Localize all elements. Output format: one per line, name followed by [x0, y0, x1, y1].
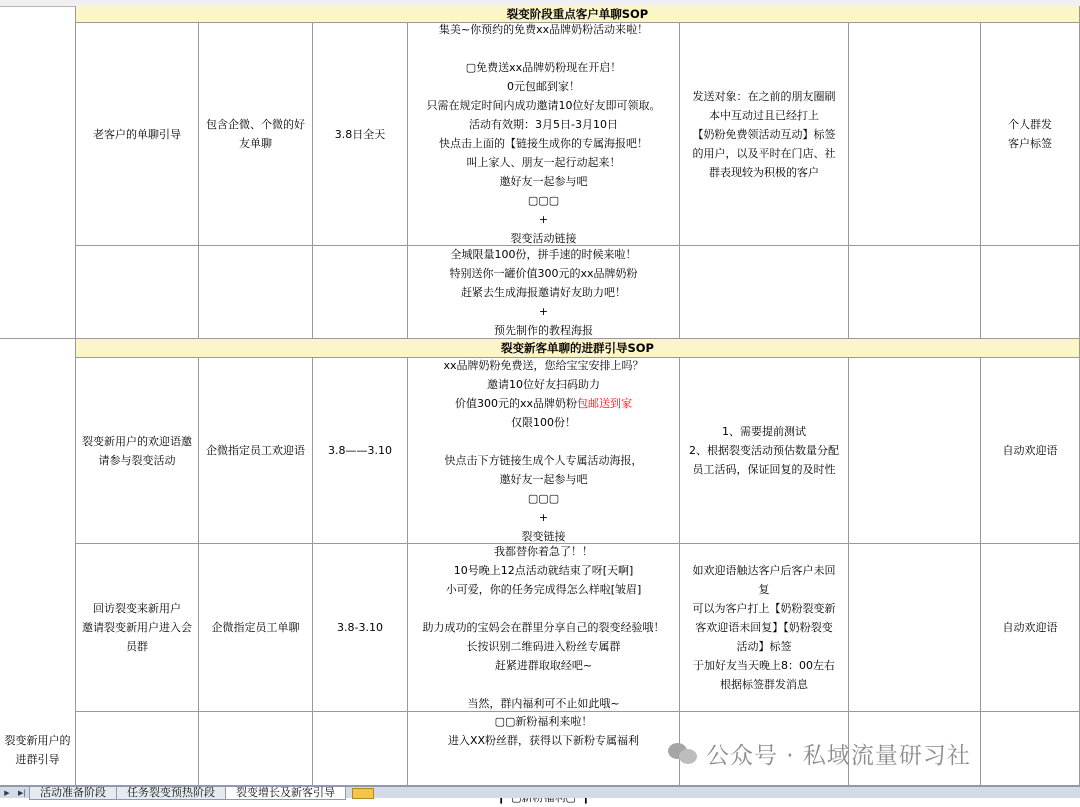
text-line: 邀请裂变新用户进入会: [82, 621, 192, 634]
group-label-line: 进群引导: [15, 753, 60, 766]
text-line: 【奶粉免费领活动互动】标签: [692, 127, 836, 141]
r1-scenario[interactable]: [76, 23, 199, 246]
text-line: 赶紧去生成海报邀请好友助力吧！: [461, 285, 626, 299]
text-line: 特别送你一罐价值300元的xx品牌奶粉: [449, 266, 638, 280]
text-line: xx品牌奶粉免费送，您给宝宝安排上吗？: [443, 358, 644, 372]
text-line: 小可爱，你的任务完成得怎么样啦[皱眉]: [445, 583, 642, 596]
text-line: 3.8——3.10: [328, 444, 392, 457]
text-line: 包含企微、个微的好: [206, 118, 305, 131]
r4-content[interactable]: [408, 544, 680, 712]
text-line: [412, 432, 675, 451]
r2-blank[interactable]: [849, 246, 981, 339]
text-line: 预先制作的教程海报: [494, 323, 593, 337]
wechat-logo-icon: [668, 741, 698, 765]
text-line: 助力成功的宝妈会在群里分享自己的裂变经验哦！: [422, 621, 665, 634]
text-line: 企微指定员工单聊: [211, 621, 300, 634]
text-line: ▢▢▢: [527, 491, 560, 505]
text-line: [412, 675, 675, 694]
text-line: 员群: [126, 640, 148, 653]
text-line: 赶紧进群取取经吧~: [494, 659, 593, 672]
r1-content[interactable]: [408, 23, 680, 246]
text-line: [412, 39, 675, 58]
text-line: 客户标签: [1008, 137, 1052, 150]
r1-note[interactable]: [680, 23, 849, 246]
text-line: [412, 599, 675, 618]
text-line: 仅限100份！: [511, 415, 576, 429]
text-line: 客欢迎语未回复】【奶粉裂变: [695, 621, 833, 634]
tab-nav: [0, 787, 30, 798]
text-line: 裂变链接: [521, 529, 566, 543]
text-line: 只需在规定时间内成功邀请10位好友即可领取。: [426, 99, 661, 112]
text-line: 邀好友一起参与吧: [499, 472, 588, 486]
text-line: 友单聊: [239, 137, 272, 150]
text-line: 10号晚上12点活动就结束了呀[天啊]: [453, 564, 634, 577]
tab-nav-prev-icon[interactable]: ▶: [4, 788, 10, 797]
r3-content-price-line: 价值300元的xx品牌奶粉包邮送到家: [454, 396, 632, 410]
text-line: [412, 750, 675, 769]
r3-time[interactable]: [313, 358, 408, 544]
text-line: 于加好友当天晚上8：00左右: [693, 659, 835, 672]
text-line: 群表现较为积极的客户: [709, 165, 819, 179]
text-line: 裂变新用户的欢迎语邀: [82, 434, 192, 448]
group-label: [4, 731, 71, 769]
text-line: +: [538, 304, 549, 318]
group-cell-top[interactable]: [0, 6, 76, 339]
text-line: 发送对象：在之前的朋友圈刷: [692, 89, 836, 103]
sheet-tab-bar: [0, 786, 1080, 798]
text-line: 员工活码，保证回复的及时性: [692, 463, 836, 476]
r2-scenario[interactable]: [76, 246, 199, 339]
text-line: 0元包邮到家！: [507, 80, 580, 93]
r2-note[interactable]: [680, 246, 849, 339]
text-line: +: [538, 510, 549, 524]
r2-target[interactable]: [199, 246, 313, 339]
r3-free-shipping-text: 包邮送到家: [577, 396, 632, 410]
text-line: 3.8-3.10: [337, 621, 383, 634]
r5-scenario[interactable]: [76, 712, 199, 786]
tab-warmup[interactable]: 任务裂变预热阶段: [116, 787, 226, 800]
r2-content[interactable]: [408, 246, 680, 339]
r3-method[interactable]: [981, 358, 1080, 544]
tab-prep[interactable]: 活动准备阶段: [29, 787, 117, 800]
r3-scenario[interactable]: [76, 358, 199, 544]
r2-time[interactable]: [313, 246, 408, 339]
text-line: 快点击下方链接生成个人专属活动海报，: [444, 453, 643, 467]
text-line: 自动欢迎语: [1002, 621, 1058, 634]
text-line: 活动有效期：3月5日-3月10日: [469, 118, 618, 131]
r4-scenario[interactable]: [76, 544, 199, 712]
r4-method[interactable]: [981, 544, 1080, 712]
watermark-text: 公众号 · 私域流量研习社: [706, 742, 971, 769]
text-line: 全城限量100份，拼手速的时候来啦！: [450, 247, 637, 261]
text-line: 当然，群内福利可不止如此哦~: [467, 697, 620, 710]
text-line: 本中互动过且已经打上: [709, 108, 819, 122]
r1-target[interactable]: [199, 23, 313, 246]
insert-sheet-icon[interactable]: [352, 788, 374, 799]
text-line: 自动欢迎语: [1002, 444, 1058, 457]
text-line: 我都替你着急了！！: [494, 545, 593, 558]
text-line: ▢免费送xx品牌奶粉现在开启！: [465, 61, 622, 74]
r4-time[interactable]: [313, 544, 408, 712]
text-line: 如欢迎语触达客户后客户未回: [692, 564, 836, 577]
r4-blank[interactable]: [849, 544, 981, 712]
r2-method[interactable]: [981, 246, 1080, 339]
r5-content[interactable]: [408, 712, 680, 786]
r3-blank[interactable]: [849, 358, 981, 544]
r4-note[interactable]: [680, 544, 849, 712]
r4-target[interactable]: [199, 544, 313, 712]
text-line: 回访裂变来新用户: [93, 602, 181, 615]
text-line: 裂变活动链接: [510, 232, 577, 245]
text-line: 请参与裂变活动: [98, 453, 176, 467]
text-line: 快点击上面的【链接生成你的专属海报吧！: [439, 137, 648, 150]
text-line: 集美~你预约的免费xx品牌奶粉活动来啦！: [438, 23, 649, 36]
text-line: 个人群发: [1008, 118, 1052, 131]
text-line: 复: [758, 583, 770, 596]
text-line: 企微指定员工欢迎语: [206, 444, 305, 457]
text-line: ▢▢新粉福利来啦！: [494, 715, 593, 728]
text-line: 长按识别二维码进入粉丝专属群: [466, 640, 621, 653]
text-line: 活动】标签: [736, 640, 792, 653]
tab-nav-next-icon[interactable]: ▶|: [18, 788, 26, 797]
section2-title: 裂变新客单聊的进群引导SOP: [501, 340, 654, 355]
r5-target[interactable]: [199, 712, 313, 786]
tab-growth[interactable]: 裂变增长及新客引导: [225, 787, 346, 800]
r3-note[interactable]: [680, 358, 849, 544]
text-line: 邀好友一起参与吧: [499, 175, 588, 188]
text-line: 老客户的单聊引导: [93, 127, 181, 141]
group-cell-left[interactable]: [0, 339, 76, 786]
group-label-line: 裂变新用户的: [4, 734, 71, 747]
text-line: 2、根据裂变活动预估数量分配: [689, 444, 839, 457]
r5-time[interactable]: [313, 712, 408, 786]
r5-method[interactable]: [981, 712, 1080, 786]
r1-time[interactable]: [313, 23, 408, 246]
r3-content[interactable]: [408, 358, 680, 544]
text-line: 根据标签群发消息: [720, 678, 808, 691]
r3-target[interactable]: [199, 358, 313, 544]
r1-blank[interactable]: [849, 23, 981, 246]
text-line: 叫上家人、朋友一起行动起来！: [466, 156, 621, 169]
text-line: +: [538, 213, 549, 226]
text-line: 可以为客户打上【奶粉裂变新: [692, 602, 836, 615]
watermark: [668, 736, 971, 770]
text-line: 进入XX粉丝群，获得以下新粉专属福利: [447, 734, 640, 747]
text-line: 3.8日全天: [334, 127, 386, 141]
text-line: 邀请10位好友扫码助力: [487, 377, 600, 391]
section1-title: 裂变阶段重点客户单聊SOP: [506, 6, 649, 21]
text-line: ▢▢▢: [527, 194, 560, 207]
text-line: 1、需要提前测试: [722, 425, 806, 438]
r1-method[interactable]: [981, 23, 1080, 246]
text-line: 的用户，以及平时在门店、社: [692, 146, 836, 160]
